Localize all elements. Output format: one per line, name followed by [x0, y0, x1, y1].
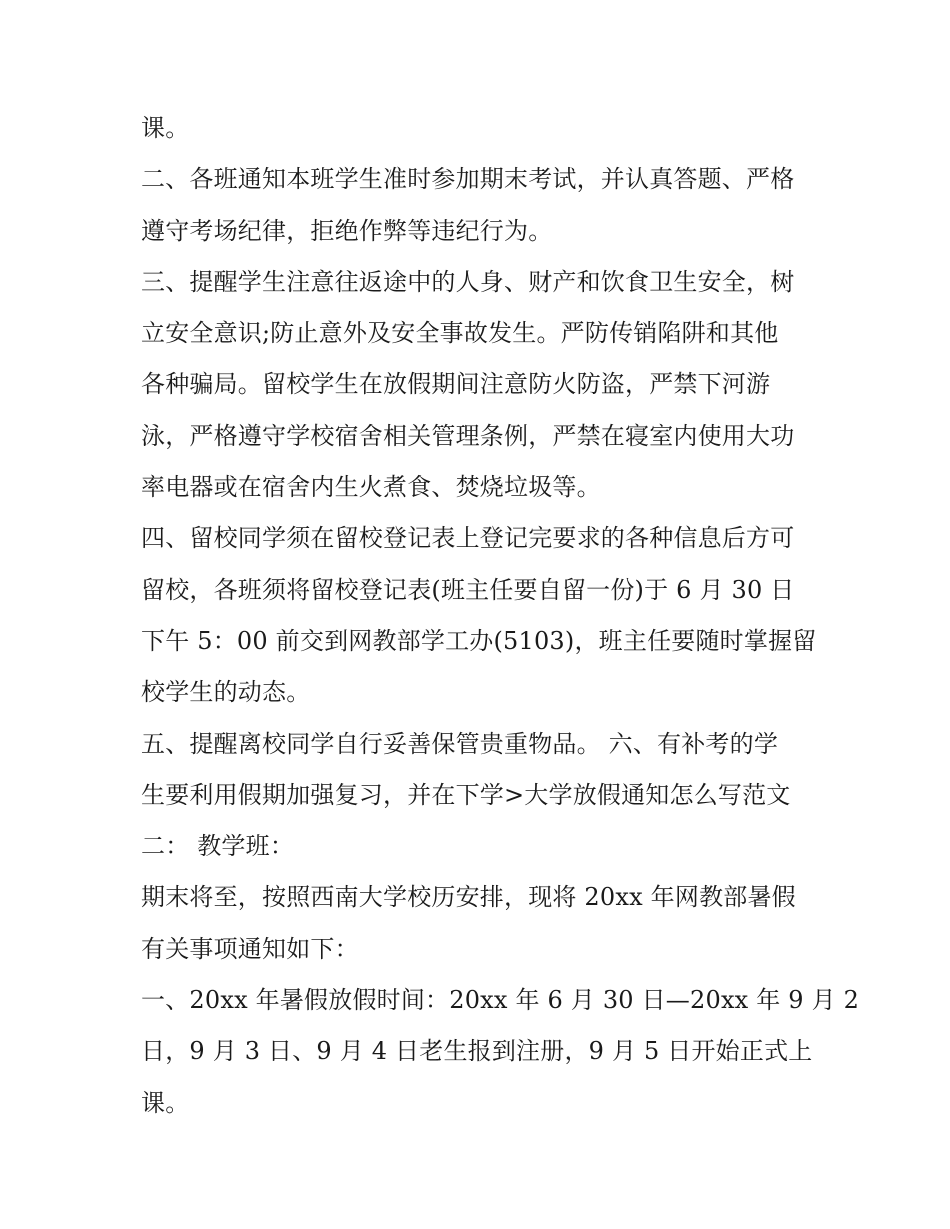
document-body — [141, 103, 860, 1129]
text-line: 四、留校同学须在留校登记表上登记完要求的各种信息后方可 — [141, 524, 795, 553]
text-line: 下午 5：00 前交到网教部学工办(5103)，班主任要随时掌握留 — [141, 626, 817, 655]
text-line: 课。 — [141, 1088, 190, 1117]
text-line: 率电器或在宿舍内生火煮食、焚烧垃圾等。 — [141, 473, 601, 502]
text-line: 各种骗局。留校学生在放假期间注意防火防盗，严禁下河游 — [141, 370, 771, 399]
text-line: 课。 — [141, 114, 190, 142]
text-line: 三、提醒学生注意往返途中的人身、财产和饮食卫生安全，树 — [141, 267, 795, 296]
text-line: 校学生的动态。 — [141, 678, 311, 707]
text-line: 期末将至，按照西南大学校历安排，现将 20xx 年网教部暑假 — [141, 883, 796, 912]
text-line: 日，9 月 3 日、9 月 4 日老生报到注册，9 月 5 日开始正式上 — [141, 1037, 813, 1066]
text-line: 五、提醒离校同学自行妥善保管贵重物品。 六、有补考的学 — [141, 729, 779, 758]
text-line: 遵守考场纪律，拒绝作弊等违纪行为。 — [141, 216, 553, 245]
text-line: 二、各班通知本班学生准时参加期末考试，并认真答题、严格 — [141, 165, 795, 194]
text-line: 二： 教学班： — [141, 832, 295, 861]
text-line: 泳，严格遵守学校宿舍相关管理条例，严禁在寝室内使用大功 — [141, 421, 795, 450]
text-line: 立安全意识;防止意外及安全事故发生。严防传销陷阱和其他 — [141, 319, 779, 348]
text-line: 生要利用假期加强复习，并在下学>大学放假通知怎么写范文 — [141, 780, 791, 809]
text-line: 有关事项通知如下： — [141, 934, 359, 963]
text-line: 留校，各班须将留校登记表(班主任要自留一份)于 6 月 30 日 — [141, 575, 795, 604]
text-line: 一、20xx 年暑假放假时间：20xx 年 6 月 30 日—20xx 年 9 月 2 — [141, 986, 860, 1015]
